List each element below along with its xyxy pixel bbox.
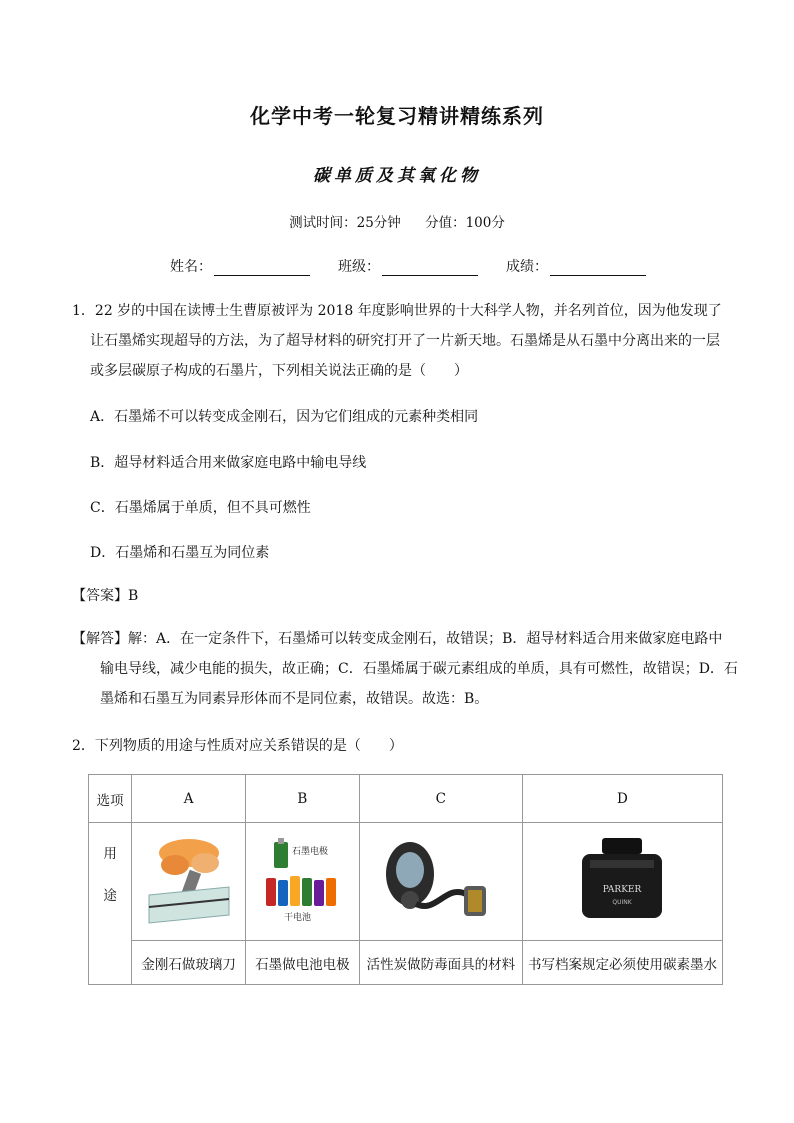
q2-options-table [88, 774, 723, 985]
header-cell-c: C [359, 775, 522, 823]
image-cell-b [245, 823, 359, 941]
test-time: 测试时间：25分钟 [289, 215, 401, 231]
header-cell-b: B [245, 775, 359, 823]
q1-analysis [72, 624, 742, 714]
q1-analysis-line-3: 墨烯和石墨互为同素异形体而不是同位素，故错误。故选：B。 [100, 691, 489, 707]
caption-a: 金刚石做玻璃刀 [132, 941, 246, 985]
caption-c: 活性炭做防毒面具的材料 [359, 941, 522, 985]
ink-product-label: QUINK [612, 898, 633, 906]
caption-b: 石墨做电池电极 [245, 941, 359, 985]
battery-image [256, 834, 348, 926]
question-1-stem [72, 296, 732, 386]
table-image-row [89, 823, 723, 941]
image-cell-c [359, 823, 522, 941]
gas-mask-image [376, 834, 506, 926]
name-label: 姓名： [170, 259, 212, 275]
image-cell-d [522, 823, 722, 941]
name-blank[interactable] [214, 261, 310, 276]
document-title: 化学中考一轮复习精讲精练系列 [250, 104, 544, 128]
header-cell-a: A [132, 775, 246, 823]
table-caption-row [89, 941, 723, 985]
q1-option-d: D．石墨烯和石墨互为同位素 [90, 545, 270, 561]
glass-cutter-image [145, 835, 233, 925]
battery-label-electrode: 石墨电极 [292, 846, 329, 857]
q1-analysis-line-1: 【解答】解：A．在一定条件下，石墨烯可以转变成金刚石，故错误；B．超导材料适合用来做家庭电路中 [72, 631, 723, 647]
use-label-cell [89, 823, 132, 985]
header-cell-option: 选项 [89, 775, 132, 823]
question-2-stem: 2．下列物质的用途与性质对应关系错误的是（ ） [72, 738, 403, 754]
ink-bottle-image [572, 834, 672, 926]
class-label: 班级： [338, 259, 380, 275]
q1-option-b: B．超导材料适合用来做家庭电路中输电导线 [90, 455, 367, 471]
q1-answer: 【答案】B [72, 588, 139, 604]
q1-line-2: 让石墨烯实现超导的方法，为了超导材料的研究打开了一片新天地。石墨烯是从石墨中分离出来的一层 [90, 333, 720, 349]
image-cell-a [132, 823, 246, 941]
q1-option-c: C．石墨烯属于单质，但不具可燃性 [90, 500, 311, 516]
grade-blank[interactable] [550, 261, 646, 276]
document-subtitle: 碳单质及其氧化物 [313, 166, 481, 186]
q1-option-a: A．石墨烯不可以转变成金刚石，因为它们组成的元素种类相同 [90, 409, 479, 425]
q1-line-1: 1．22 岁的中国在读博士生曹原被评为 2018 年度影响世界的十大科学人物，并名列首位，因为他发现了 [72, 303, 722, 319]
caption-d: 书写档案规定必须使用碳素墨水 [522, 941, 722, 985]
grade-field [506, 256, 646, 276]
use-label-1: 用 [103, 846, 117, 862]
q1-analysis-line-2: 输电导线，减少电能的损失，故正确；C．石墨烯属于碳元素组成的单质，具有可燃性，故错误；D．石 [100, 661, 738, 677]
table-header-row [89, 775, 723, 823]
q1-line-3: 或多层碳原子构成的石墨片，下列相关说法正确的是（ ） [90, 363, 468, 379]
class-field [338, 256, 478, 276]
class-blank[interactable] [382, 261, 478, 276]
ink-brand-label: PARKER [603, 884, 642, 895]
student-info-fields [170, 256, 674, 276]
test-meta [0, 211, 794, 231]
name-field [170, 256, 310, 276]
battery-label-cell: 干电池 [284, 912, 312, 923]
test-score: 分值：100分 [425, 215, 505, 231]
use-label-2: 途 [103, 888, 117, 904]
header-cell-d: D [522, 775, 722, 823]
grade-label: 成绩： [506, 259, 548, 275]
